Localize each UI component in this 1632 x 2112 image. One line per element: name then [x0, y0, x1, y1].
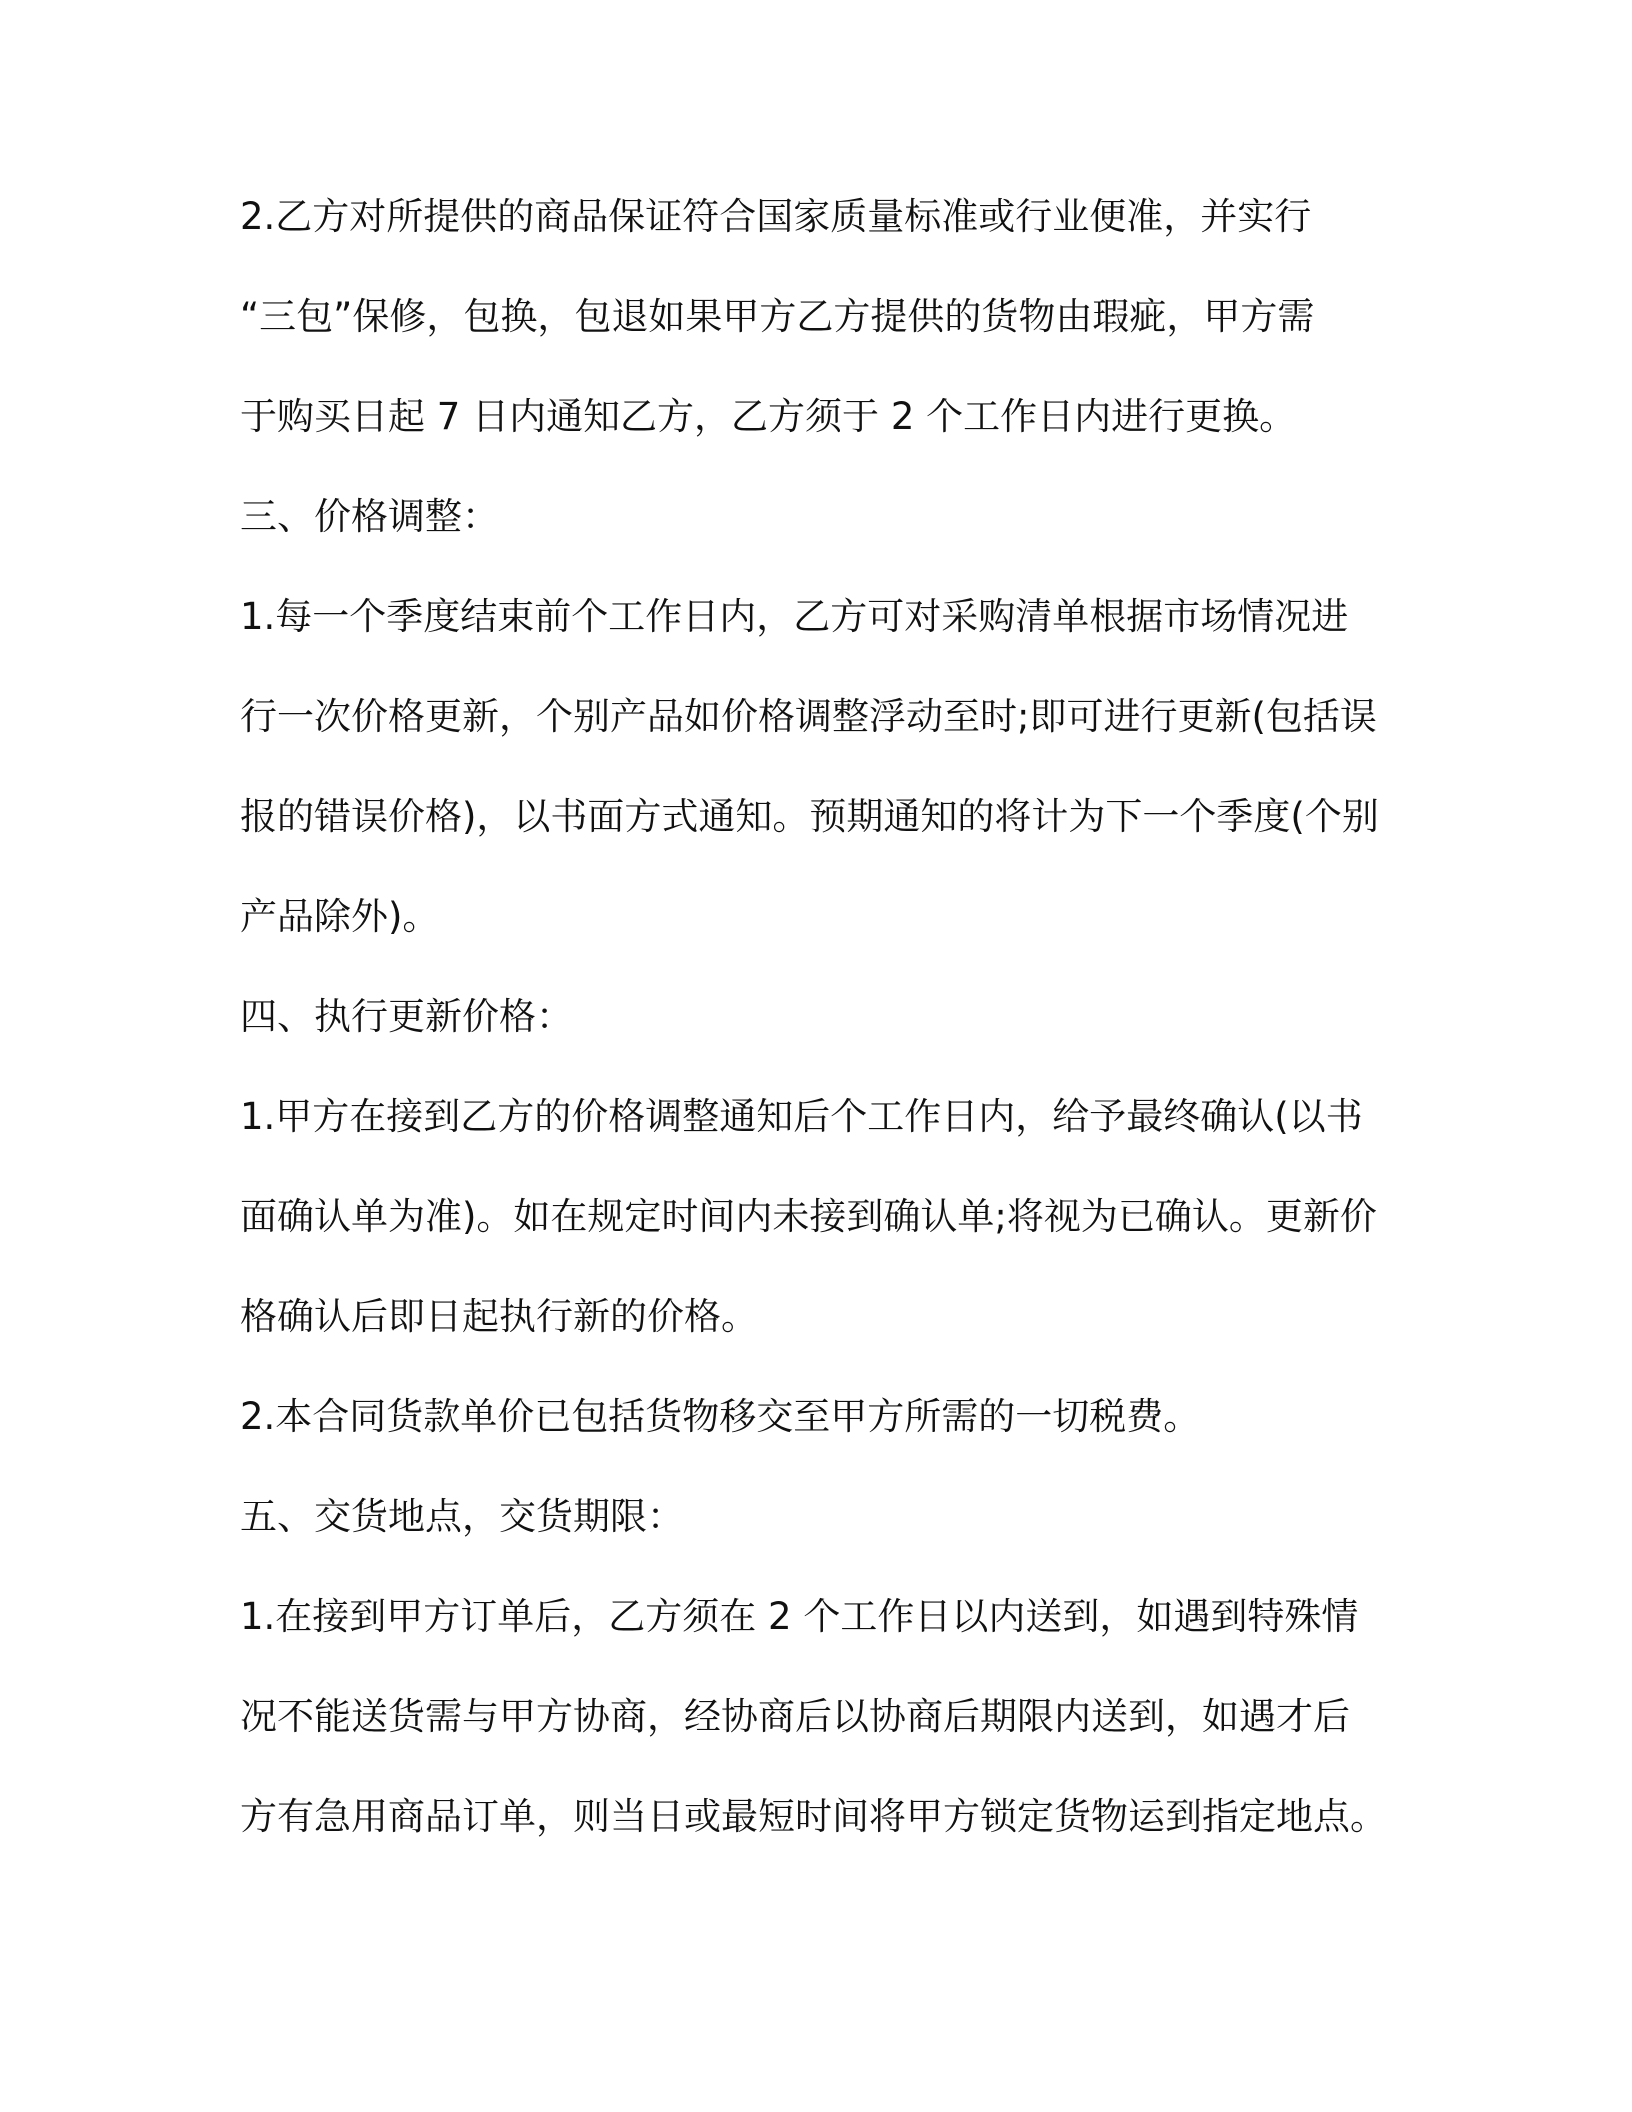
- paragraph-line: 1.甲方在接到乙方的价格调整通知后个工作日内，给予最终确认(以书: [240, 1095, 1363, 1138]
- paragraph-line: 面确认单为准)。如在规定时间内未接到确认单;将视为已确认。更新价: [240, 1195, 1377, 1238]
- section-heading: 五、交货地点，交货期限：: [240, 1495, 684, 1538]
- section-heading: 三、价格调整：: [240, 495, 499, 538]
- section-heading: 四、执行更新价格：: [240, 995, 573, 1038]
- paragraph-line: 格确认后即日起执行新的价格。: [240, 1295, 758, 1338]
- paragraph-line: 况不能送货需与甲方协商，经协商后以协商后期限内送到，如遇才后: [240, 1695, 1350, 1738]
- paragraph-line: 报的错误价格)，以书面方式通知。预期通知的将计为下一个季度(个别: [240, 795, 1379, 838]
- paragraph-line: 行一次价格更新，个别产品如价格调整浮动至时;即可进行更新(包括误: [240, 695, 1377, 738]
- paragraph-line: 于购买日起 7 日内通知乙方，乙方须于 2 个工作日内进行更换。: [240, 395, 1297, 438]
- paragraph-line: 2.乙方对所提供的商品保证符合国家质量标准或行业便准，并实行: [240, 195, 1312, 238]
- paragraph-line: 1.在接到甲方订单后，乙方须在 2 个工作日以内送到，如遇到特殊情: [240, 1595, 1359, 1638]
- paragraph-line: “三包”保修，包换，包退如果甲方乙方提供的货物由瑕疵，甲方需: [240, 295, 1315, 338]
- paragraph-line: 2.本合同货款单价已包括货物移交至甲方所需的一切税费。: [240, 1395, 1201, 1438]
- paragraph-line: 产品除外)。: [240, 895, 440, 938]
- paragraph-line: 方有急用商品订单，则当日或最短时间将甲方锁定货物运到指定地点。: [240, 1795, 1387, 1838]
- paragraph-line: 1.每一个季度结束前个工作日内，乙方可对采购清单根据市场情况进: [240, 595, 1349, 638]
